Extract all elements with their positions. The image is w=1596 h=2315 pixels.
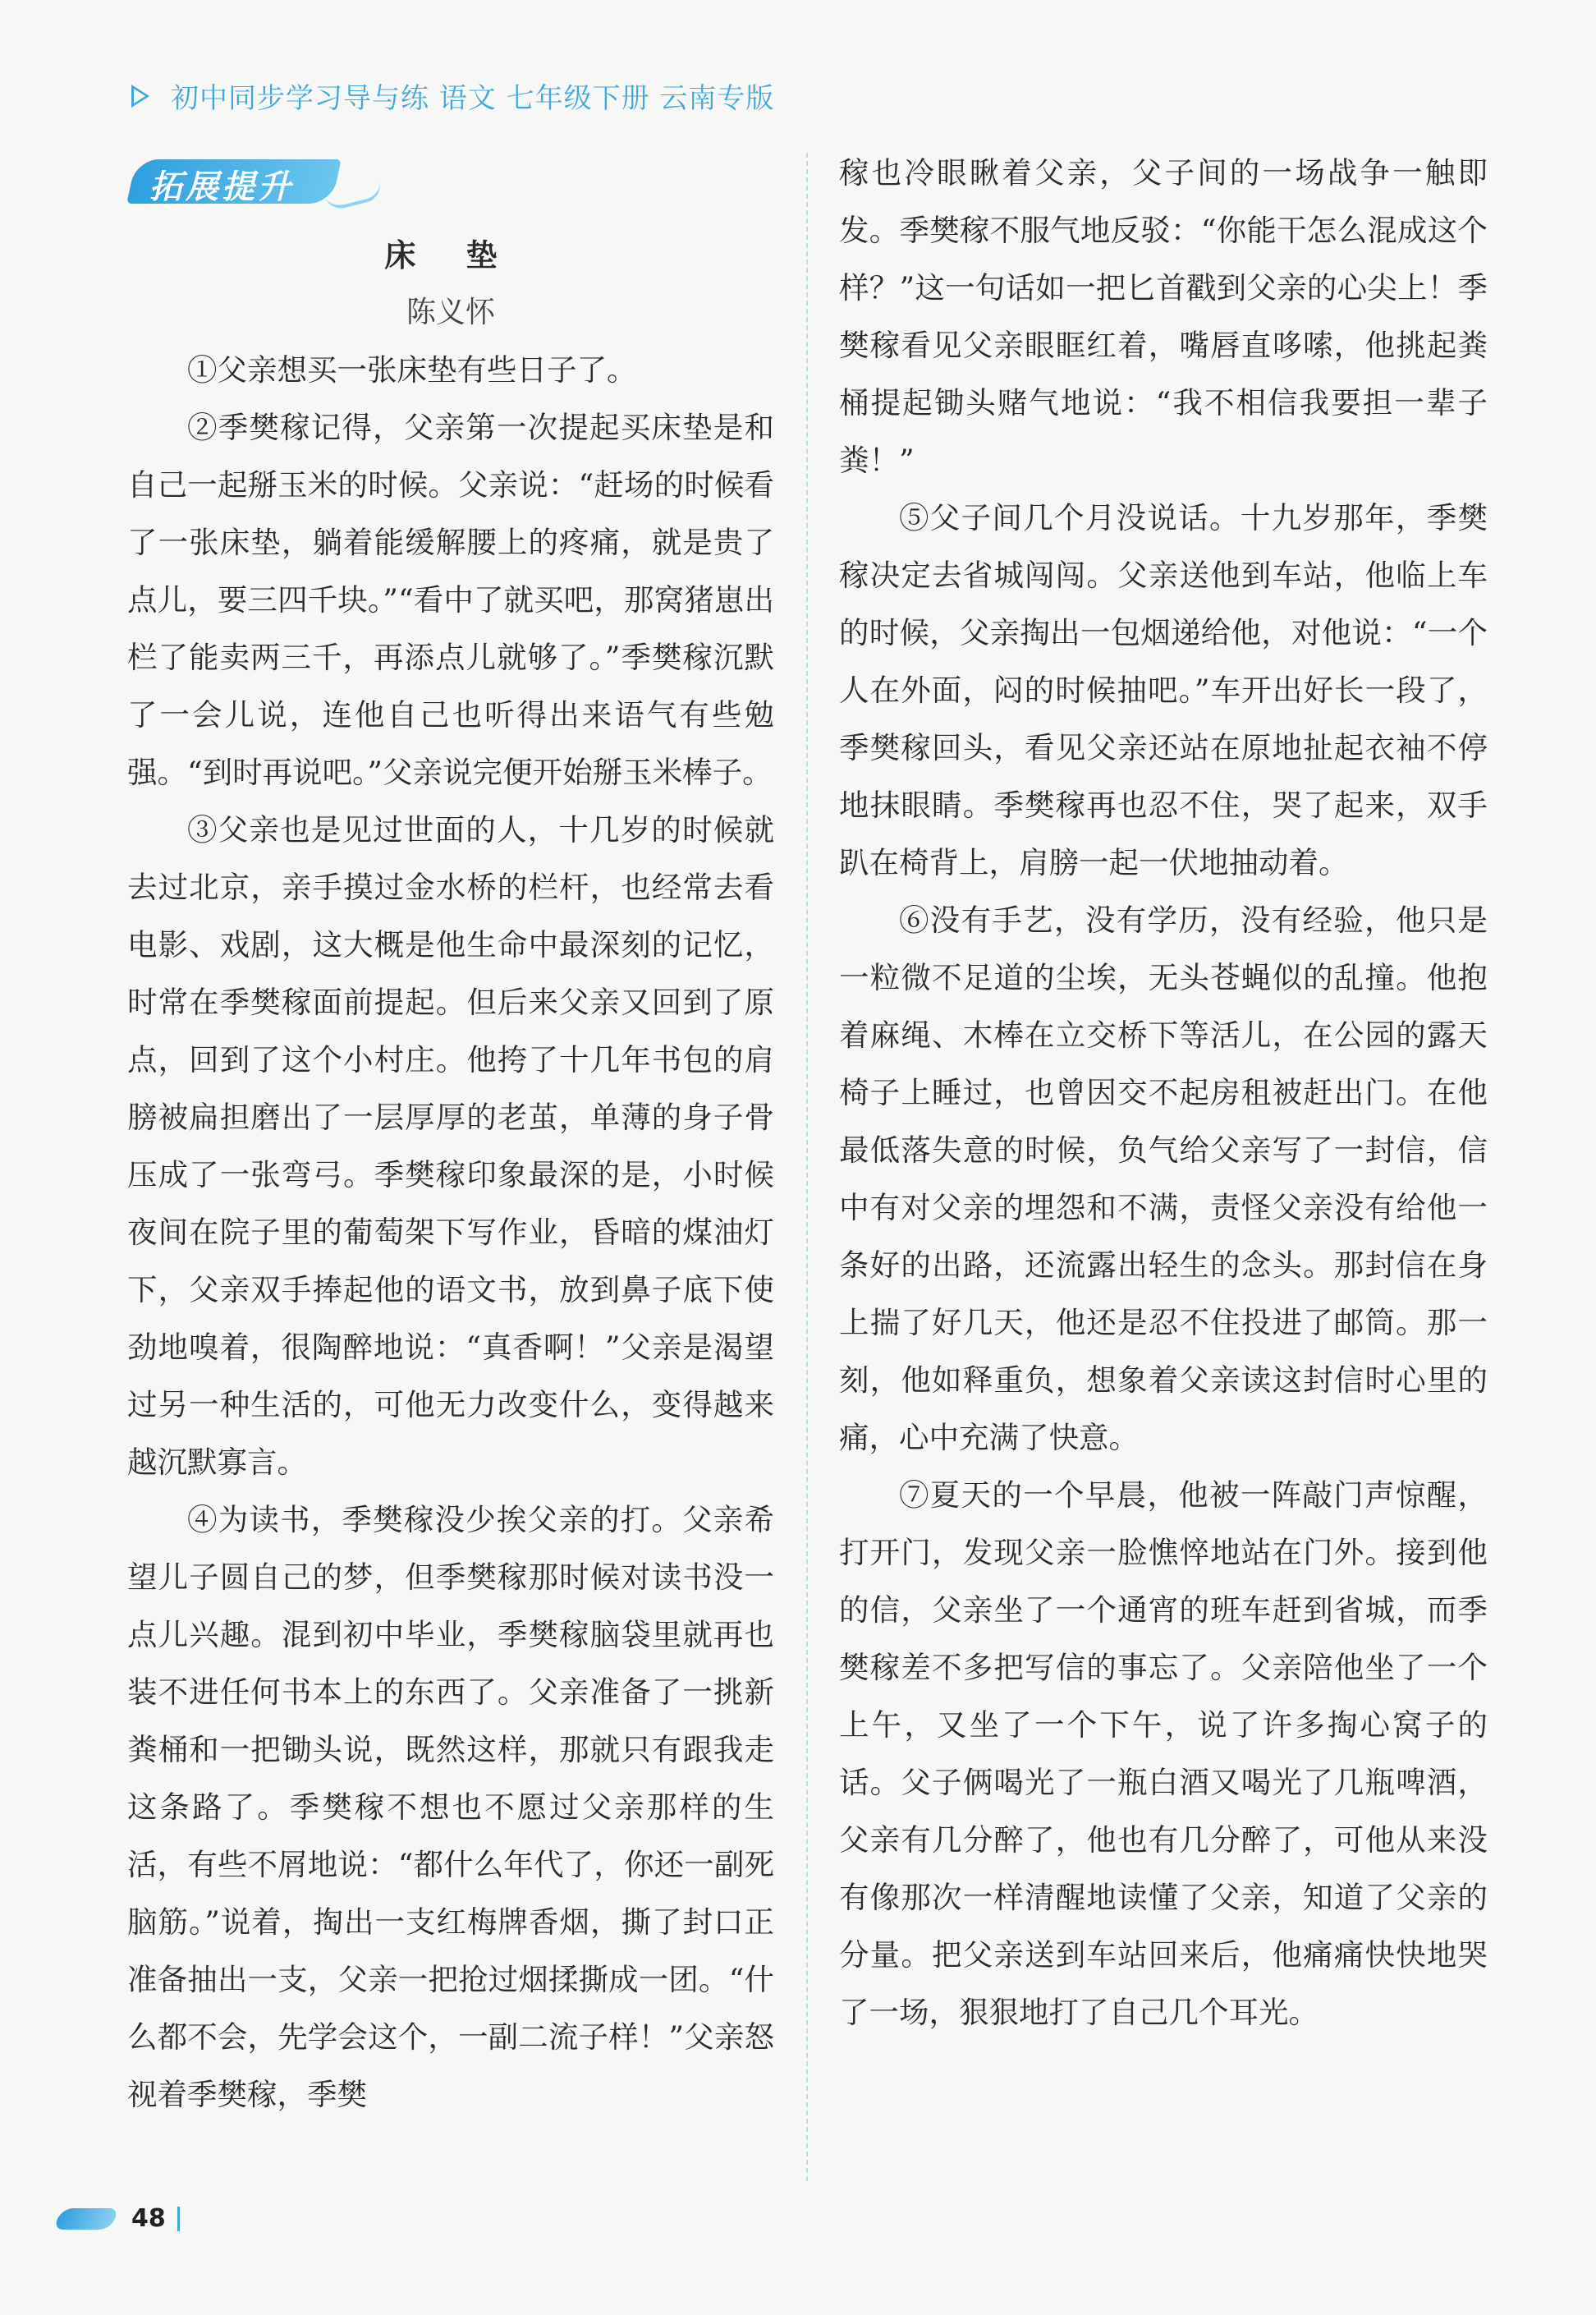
paragraph-7: ⑦夏天的一个早晨，他被一阵敲门声惊醒，打开门，发现父亲一脸憔悴地站在门外。接到他的信，父亲坐了一个通宵的班车赶到省城，而季樊稼差不多把写信的事忘了。父亲陪他坐了一个上午，又坐了一个下午，说了许多掏心窝子的话。父子俩喝光了一瓶白酒又喝光了几瓶啤酒，父亲有几分醉了，他也有几分醉了，可他从来没有像那次一样清醒地读懂了父亲，知道了父亲的分量。把父亲送到车站回来后，他痛痛快快地哭了一场，狠狠地打了自己几个耳光。 bbox=[839, 1477, 1488, 2030]
page-footer bbox=[57, 2204, 180, 2233]
paragraph-4-part-2: 稼也冷眼瞅着父亲，父子间的一场战争一触即发。季樊稼不服气地反驳：“你能干怎么混成这个样？”这一句话如一把匕首戳到父亲的心尖上！季樊稼看见父亲眼眶红着，嘴唇直哆嗦，他挑起粪桶提起锄头赌气地说：“我不相信我要担一辈子粪！” bbox=[839, 155, 1488, 478]
paragraph-4-part-1: ④为读书，季樊稼没少挨父亲的打。父亲希望儿子圆自己的梦，但季樊稼那时候对读书没一点儿兴趣。混到初中毕业，季樊稼脑袋里就再也装不进任何书本上的东西了。父亲准备了一挑新粪桶和一把锄头说，既然这样，那就只有跟我走这条路了。季樊稼不想也不愿过父亲那样的生活，有些不屑地说：“都什么年代了，你还一副死脑筋。”说着，掏出一支红梅牌香烟，撕了封口正准备抽出一支，父亲一把抢过烟揉撕成一团。“什么都不会，先学会这个，一副二流子样！”父亲怒视着季樊稼，季樊 bbox=[127, 1502, 774, 2112]
paragraph-2: ②季樊稼记得，父亲第一次提起买床垫是和自己一起掰玉米的时候。父亲说：“赶场的时候看了一张床垫，躺着能缓解腰上的疼痛，就是贵了点儿，要三四千块。”“看中了就买吧，那窝猪崽出栏了能卖两三千，再添点儿就够了。”季樊稼沉默了一会儿说，连他自己也听得出来语气有些勉强。“到时再说吧。”父亲说完便开始掰玉米棒子。 bbox=[127, 410, 774, 790]
page-number: 48 bbox=[131, 2204, 166, 2233]
book-header bbox=[131, 76, 774, 116]
section-badge-label: 拓展提升 bbox=[149, 168, 294, 206]
paragraph-3: ③父亲也是见过世面的人，十几岁的时候就去过北京，亲手摸过金水桥的栏杆，也经常去看电影、戏剧，这大概是他生命中最深刻的记忆，时常在季樊稼面前提起。但后来父亲又回到了原点，回到了这个小村庄。他挎了十几年书包的肩膀被扁担磨出了一层厚厚的老茧，单薄的身子骨压成了一张弯弓。季樊稼印象最深的是，小时候夜间在院子里的葡萄架下写作业，昏暗的煤油灯下，父亲双手捧起他的语文书，放到鼻子底下使劲地嗅着，很陶醉地说：“真香啊！”父亲是渴望过另一种生活的，可他无力改变什么，变得越来越沉默寡言。 bbox=[127, 812, 774, 1480]
paragraph-6: ⑥没有手艺，没有学历，没有经验，他只是一粒微不足道的尘埃，无头苍蝇似的乱撞。他抱着麻绳、木棒在立交桥下等活儿，在公园的露天椅子上睡过，也曾因交不起房租被赶出门。在他最低落失意的时候，负气给父亲写了一封信，信中有对父亲的埋怨和不满，责怪父亲没有给他一条好的出路，还流露出轻生的念头。那封信在身上揣了好几天，他还是忍不住投进了邮筒。那一刻，他如释重负，想象着父亲读这封信时心里的痛，心中充满了快意。 bbox=[839, 903, 1488, 1455]
column-divider bbox=[806, 153, 808, 2181]
play-triangle-icon bbox=[131, 85, 149, 108]
left-column bbox=[127, 227, 774, 2124]
section-badge bbox=[131, 154, 378, 209]
paragraph-5: ⑤父子间几个月没说话。十九岁那年，季樊稼决定去省城闯闯。父亲送他到车站，他临上车的时候，父亲掏出一包烟递给他，对他说：“一个人在外面，闷的时候抽吧。”车开出好长一段了，季樊稼回头，看见父亲还站在原地扯起衣袖不停地抹眼睛。季樊稼再也忍不住，哭了起来，双手趴在椅背上，肩膀一起一伏地抽动着。 bbox=[839, 500, 1488, 880]
footer-stripe-icon bbox=[53, 2208, 120, 2230]
paragraph-1: ①父亲想买一张床垫有些日子了。 bbox=[187, 352, 637, 388]
article-author: 陈义怀 bbox=[406, 296, 495, 329]
footer-bar bbox=[177, 2207, 180, 2231]
book-breadcrumb: 初中同步学习导与练 语文 七年级下册 云南专版 bbox=[171, 82, 775, 115]
right-column bbox=[839, 145, 1488, 2042]
article-title: 床 垫 bbox=[384, 237, 517, 273]
